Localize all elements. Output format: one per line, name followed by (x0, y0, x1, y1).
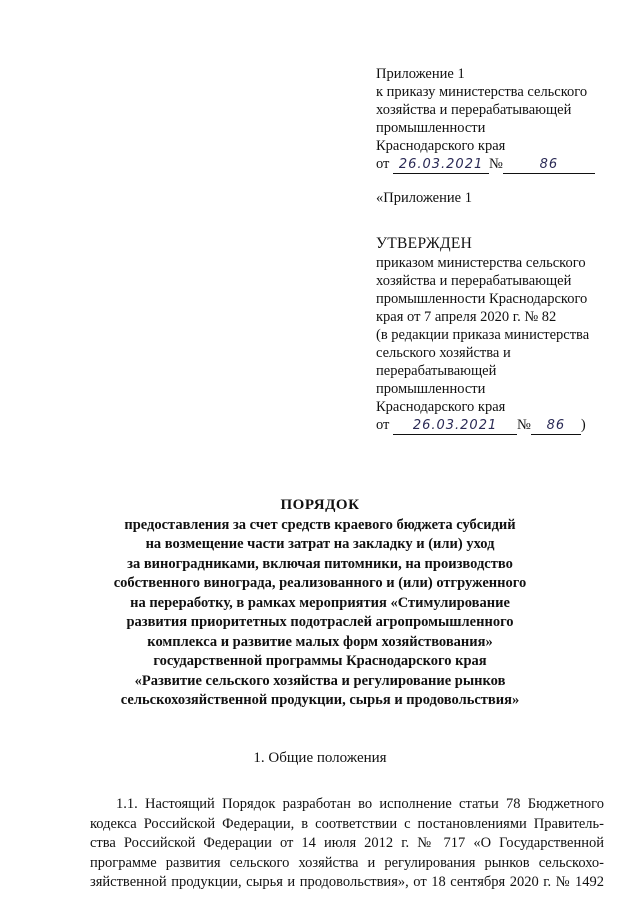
approval-date-prefix: от (376, 417, 390, 433)
title-line: сельскохозяйственной продукции, сырья и продовольствия» (120, 692, 520, 708)
section-heading: 1. Общие положения (253, 750, 387, 766)
annex-line: хозяйства и перерабатывающей (376, 102, 572, 118)
annex-quote: «Приложение 1 (376, 190, 472, 206)
approval-number-label: № (517, 417, 531, 433)
annex-line: промышленности (376, 120, 486, 136)
approval-closing-paren: ) (580, 417, 586, 433)
approval-line: края от 7 апреля 2020 г. № 82 (376, 309, 557, 325)
approval-date-handwritten: 26.03.2021 (412, 418, 498, 433)
title-line: развития приоритетных подотраслей агропромышленного (126, 614, 514, 630)
paragraph-line: кодекса Российской Федерации, в соответствии с постановлениями Правитель- (90, 815, 604, 832)
annex-date-prefix: от (376, 156, 390, 172)
paragraph-line: программе развития сельского хозяйства и регулирования рынков сельскохо- (90, 854, 604, 871)
paragraph-line: зяйственной продукции, сырья и продовольствия», от 18 сентября 2020 г. № 1492 (90, 874, 604, 890)
approval-date-field (393, 417, 517, 435)
annex-date-handwritten: 26.03.2021 (398, 157, 484, 172)
approval-line: промышленности Краснодарского (376, 291, 588, 307)
annex-number-handwritten: 86 (539, 157, 559, 172)
annex-line: к приказу министерства сельского (376, 84, 588, 100)
approval-line: Краснодарского края (376, 399, 506, 415)
title-line: на переработку, в рамках мероприятия «Стимулирование (130, 594, 510, 611)
title-line: собственного винограда, реализованного и (или) отгруженного (113, 575, 527, 591)
annex-date-line (376, 156, 595, 174)
annex-line: Краснодарского края (376, 138, 506, 154)
approval-line: промышленности (376, 381, 486, 397)
approval-number-field (531, 417, 581, 435)
document-title (90, 496, 550, 711)
approval-line: перерабатывающей (376, 363, 497, 379)
title-line: за виноградниками, включая питомники, на производство (127, 555, 513, 572)
annex-number-field (503, 156, 595, 174)
title-line: на возмещение части затрат на закладку и (или) уход (145, 536, 495, 552)
approval-heading: УТВЕРЖДЕН (376, 235, 473, 252)
annex-line: Приложение 1 (376, 66, 465, 82)
annex-number-label: № (489, 156, 503, 172)
paragraph-line: ства Российской Федерации от 14 июля 2012 г. № 717 «О Государственной (90, 835, 604, 851)
approval-line: хозяйства и перерабатывающей (376, 273, 572, 289)
approval-line: (в редакции приказа министерства (376, 327, 590, 343)
title-main: ПОРЯДОК (280, 497, 360, 513)
approval-line: приказом министерства сельского (376, 255, 586, 271)
paragraph-line: 1.1. Настоящий Порядок разработан во исполнение статьи 78 Бюджетного (116, 796, 604, 812)
paragraph-1-1 (90, 795, 604, 893)
title-line: «Развитие сельского хозяйства и регулирование рынков (134, 672, 506, 689)
approval-date-line (376, 417, 586, 435)
approval-line: сельского хозяйства и (376, 345, 511, 361)
title-line: предоставления за счет средств краевого бюджета субсидий (124, 516, 516, 533)
title-line: комплекса и развитие малых форм хозяйствования» (147, 633, 493, 650)
approval-number-handwritten: 86 (546, 418, 566, 433)
annex-date-field (393, 156, 489, 174)
title-line: государственной программы Краснодарского края (153, 653, 487, 669)
